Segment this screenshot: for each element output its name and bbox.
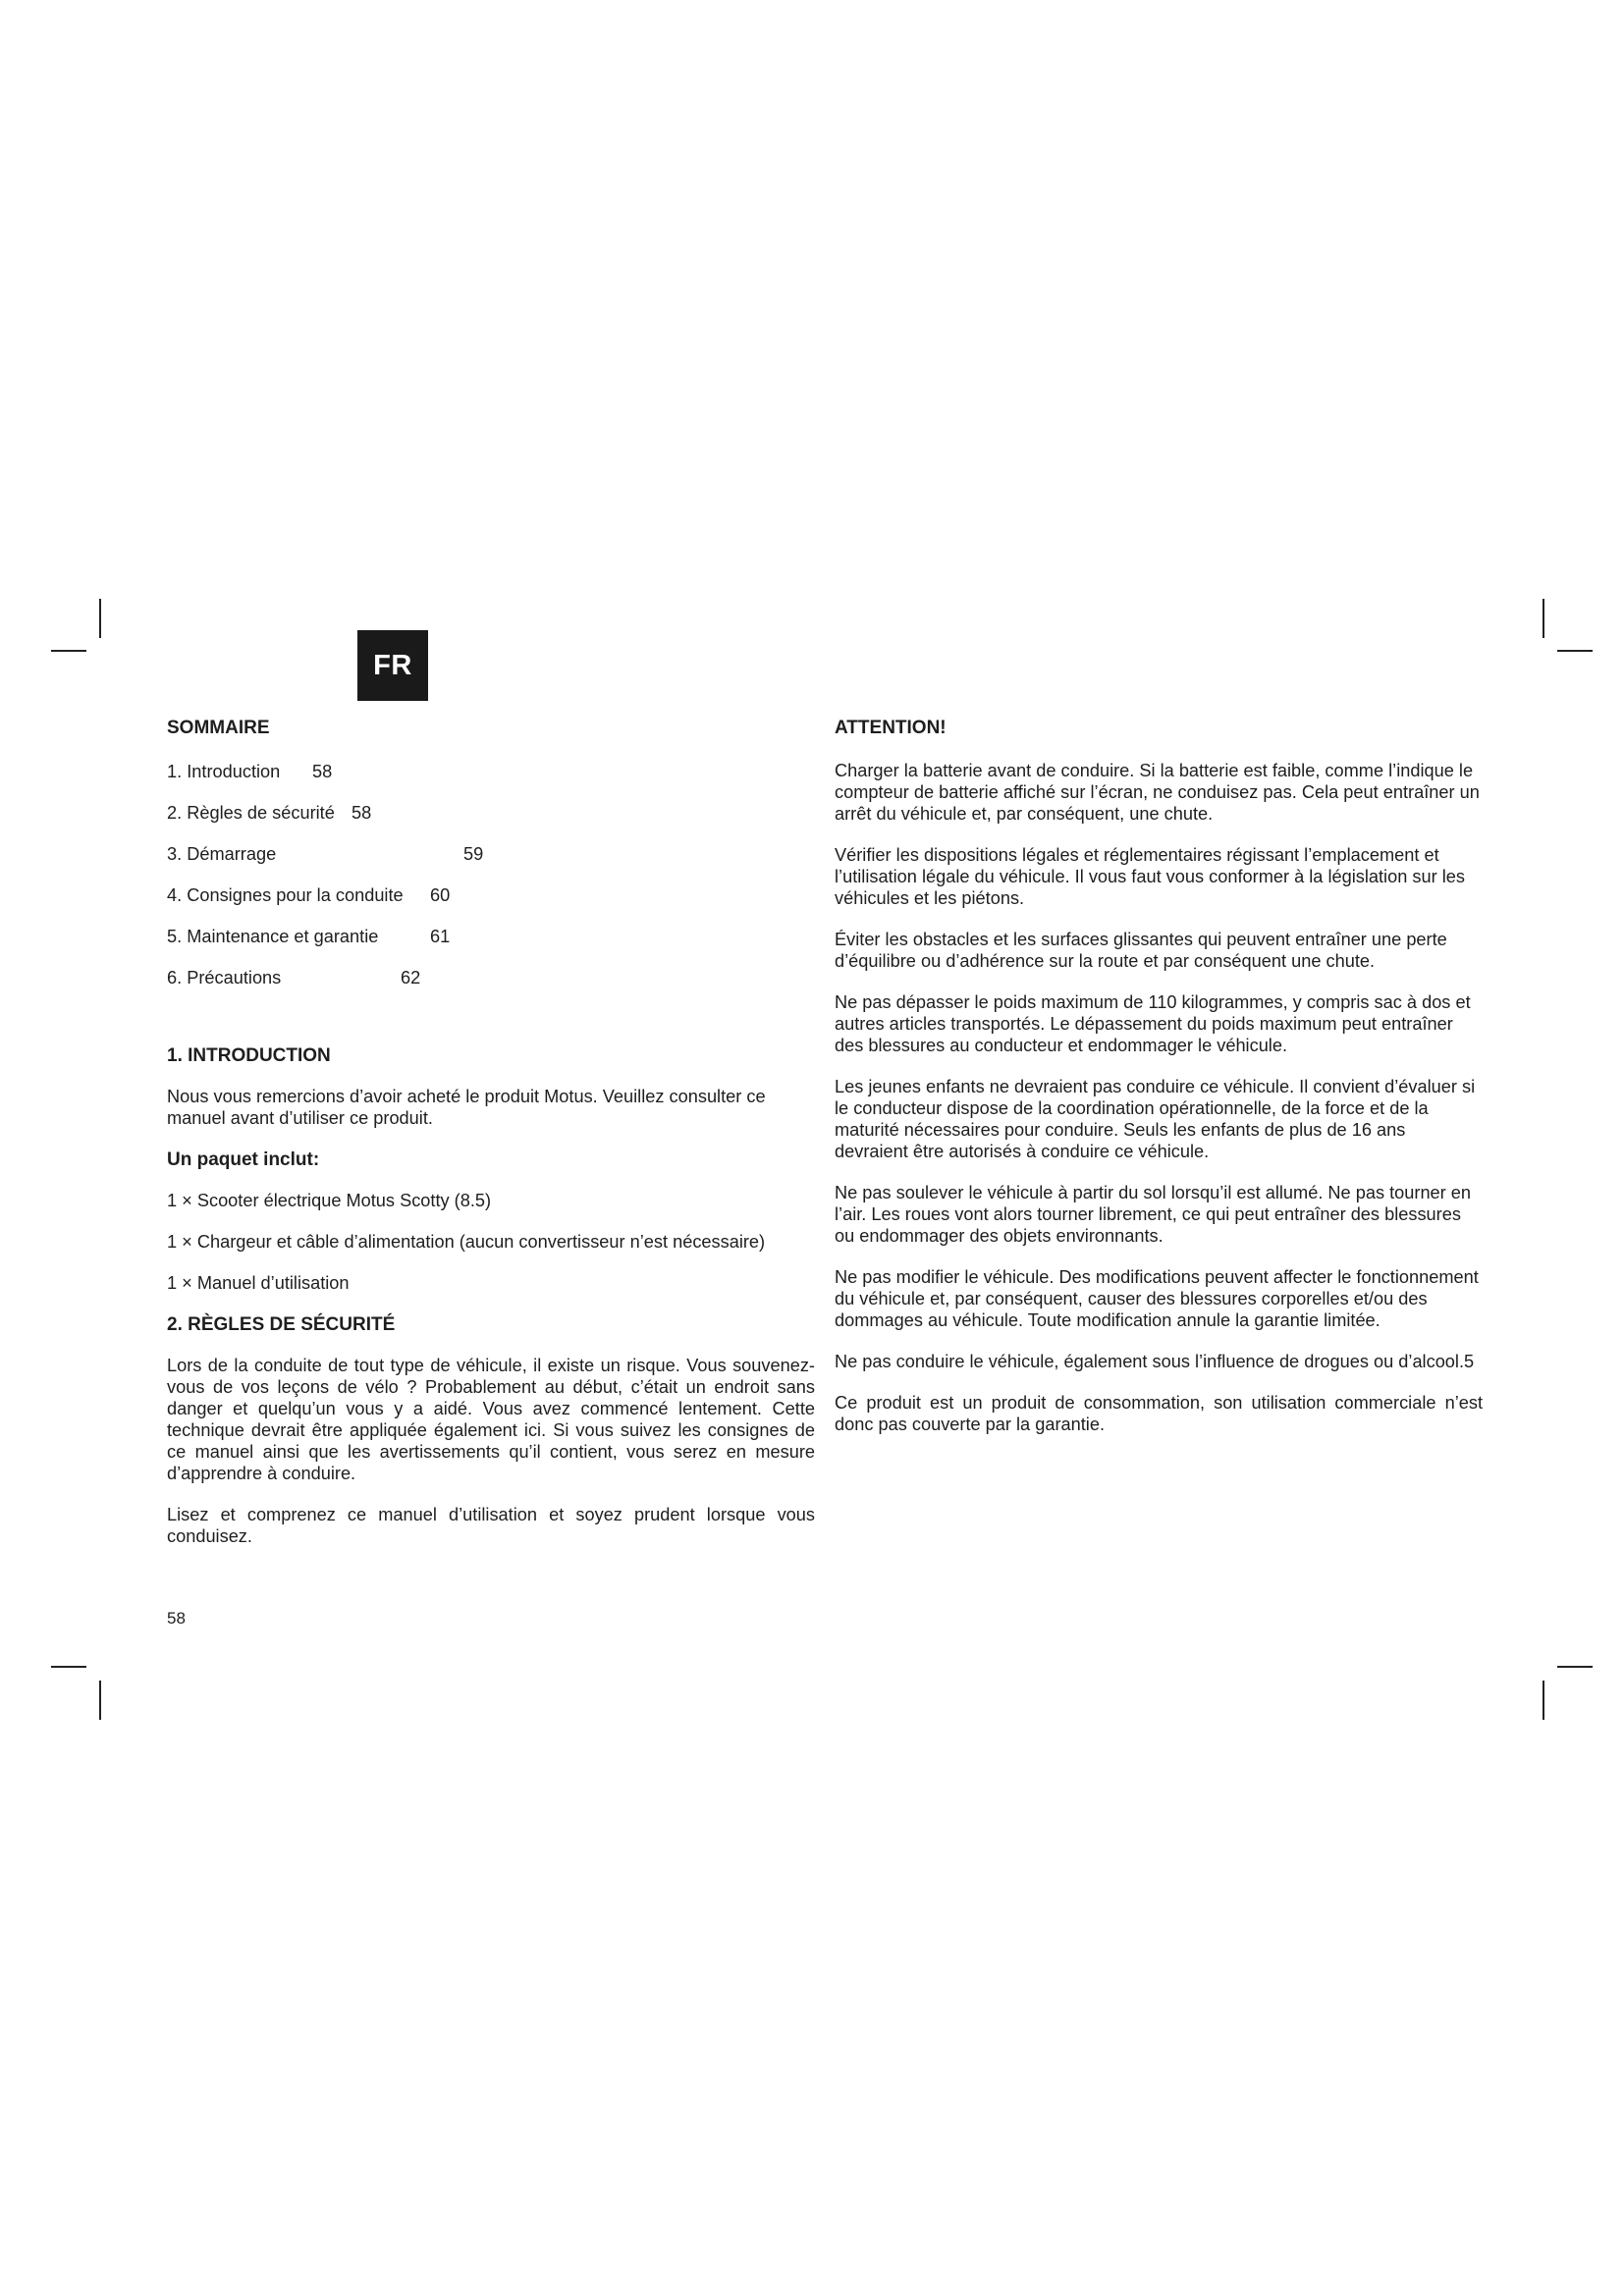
toc-title: SOMMAIRE bbox=[167, 718, 270, 738]
crop-mark-bottom-right-h bbox=[1557, 1666, 1593, 1668]
toc-item-driving[interactable] bbox=[167, 883, 815, 907]
attention-paragraph: Ne pas conduire le véhicule, également sous l’influence de drogues ou d’alcool.5 bbox=[835, 1352, 1475, 1371]
toc-item-label: 3. Démarrage bbox=[167, 844, 277, 864]
crop-mark-top-right-h bbox=[1557, 650, 1593, 652]
crop-mark-bottom-right bbox=[1543, 1681, 1544, 1720]
toc-item-page: 62 bbox=[401, 968, 421, 988]
toc-item-precautions[interactable] bbox=[167, 966, 815, 989]
attention-paragraph: Éviter les obstacles et les surfaces glissantes qui peuvent entraîner une perte d’équilibre ou d’adhérence sur la route et par conséquent une chute. bbox=[835, 930, 1447, 971]
attention-title: ATTENTION! bbox=[835, 718, 947, 738]
toc-item-page: 61 bbox=[430, 927, 451, 946]
attention-paragraph: Vérifier les dispositions légales et réglementaires régissant l’emplacement et l’utilisation légale du véhicule. Il vous faut vous conformer à la législation sur les véhicules et les piétons. bbox=[835, 845, 1465, 908]
introduction-title: 1. INTRODUCTION bbox=[167, 1045, 331, 1066]
toc-item-startup[interactable] bbox=[167, 842, 815, 866]
crop-mark-bottom-left-h bbox=[51, 1666, 86, 1668]
toc-item-label: 1. Introduction bbox=[167, 762, 281, 781]
crop-mark-bottom-left bbox=[99, 1681, 101, 1720]
page-number: 58 bbox=[167, 1609, 186, 1628]
package-item: 1 × Scooter électrique Motus Scotty (8.5) bbox=[167, 1191, 492, 1210]
attention-paragraph: Charger la batterie avant de conduire. Si la batterie est faible, comme l’indique le compteur de batterie affiché sur l’écran, ne conduisez pas. Cela peut entraîner un arrêt du véhicule et, par conséquent, une chute. bbox=[835, 761, 1480, 824]
toc-item-page: 59 bbox=[463, 844, 484, 864]
right-column bbox=[835, 717, 1483, 1435]
safety-title: 2. RÈGLES DE SÉCURITÉ bbox=[167, 1314, 396, 1335]
toc-item-maintenance[interactable] bbox=[167, 925, 815, 948]
toc-item-label: 2. Règles de sécurité bbox=[167, 803, 335, 823]
language-badge: FR bbox=[357, 630, 428, 701]
toc-item-label: 6. Précautions bbox=[167, 968, 282, 988]
toc-item-safety[interactable] bbox=[167, 801, 815, 825]
crop-mark-top-left-h bbox=[51, 650, 86, 652]
package-item: 1 × Chargeur et câble d’alimentation (aucun convertisseur n’est nécessaire) bbox=[167, 1232, 766, 1252]
safety-paragraph: Lors de la conduite de tout type de véhicule, il existe un risque. Vous souvenez-vous de vos leçons de vélo ? Probablement au début, c’était un endroit sans danger et quelqu’un vous y a aidé. Vous avez commencé lentement. Cette technique devrait être appliquée également ici. Si vous suivez les consignes de ce manuel ainsi que les avertissements qu’il contient, vous serez en mesure d’apprendre à conduire. bbox=[167, 1356, 815, 1483]
crop-mark-top-right bbox=[1543, 599, 1544, 638]
introduction-text: Nous vous remercions d’avoir acheté le produit Motus. Veuillez consulter ce manuel avant d’utiliser ce produit. bbox=[167, 1087, 766, 1128]
package-item: 1 × Manuel d’utilisation bbox=[167, 1273, 350, 1293]
toc-item-page: 58 bbox=[312, 762, 333, 781]
crop-mark-top-left bbox=[99, 599, 101, 638]
attention-paragraph: Ce produit est un produit de consommation, son utilisation commerciale n’est donc pas couverte par la garantie. bbox=[835, 1393, 1483, 1434]
attention-paragraph: Ne pas dépasser le poids maximum de 110 kilogrammes, y compris sac à dos et autres articles transportés. Le dépassement du poids maximum peut entraîner des blessures au conducteur et endommager le véhicule. bbox=[835, 992, 1471, 1055]
left-column bbox=[167, 717, 815, 1547]
toc-item-label: 4. Consignes pour la conduite bbox=[167, 885, 404, 905]
toc-item-introduction[interactable] bbox=[167, 760, 815, 783]
attention-paragraph: Ne pas soulever le véhicule à partir du sol lorsqu’il est allumé. Ne pas tourner en l’air. Les roues vont alors tourner librement, ce qui peut entraîner des blessures ou endommager des objets environnants. bbox=[835, 1183, 1472, 1246]
toc-item-page: 58 bbox=[352, 803, 372, 823]
package-title: Un paquet inclut: bbox=[167, 1149, 320, 1170]
attention-paragraph: Ne pas modifier le véhicule. Des modifications peuvent affecter le fonctionnement du véhicule et, par conséquent, causer des blessures corporelles et/ou des dommages au véhicule. Toute modification annule la garantie limitée. bbox=[835, 1267, 1479, 1330]
safety-paragraph: Lisez et comprenez ce manuel d’utilisation et soyez prudent lorsque vous conduisez. bbox=[167, 1505, 815, 1546]
toc-item-page: 60 bbox=[430, 885, 451, 905]
toc-list bbox=[167, 760, 815, 989]
toc-item-label: 5. Maintenance et garantie bbox=[167, 927, 379, 946]
attention-paragraph: Les jeunes enfants ne devraient pas conduire ce véhicule. Il convient d’évaluer si le conducteur dispose de la coordination opérationnelle, de la force et de la maturité nécessaires pour conduire. Seuls les enfants de plus de 16 ans devraient être autorisés à conduire ce véhicule. bbox=[835, 1077, 1476, 1161]
